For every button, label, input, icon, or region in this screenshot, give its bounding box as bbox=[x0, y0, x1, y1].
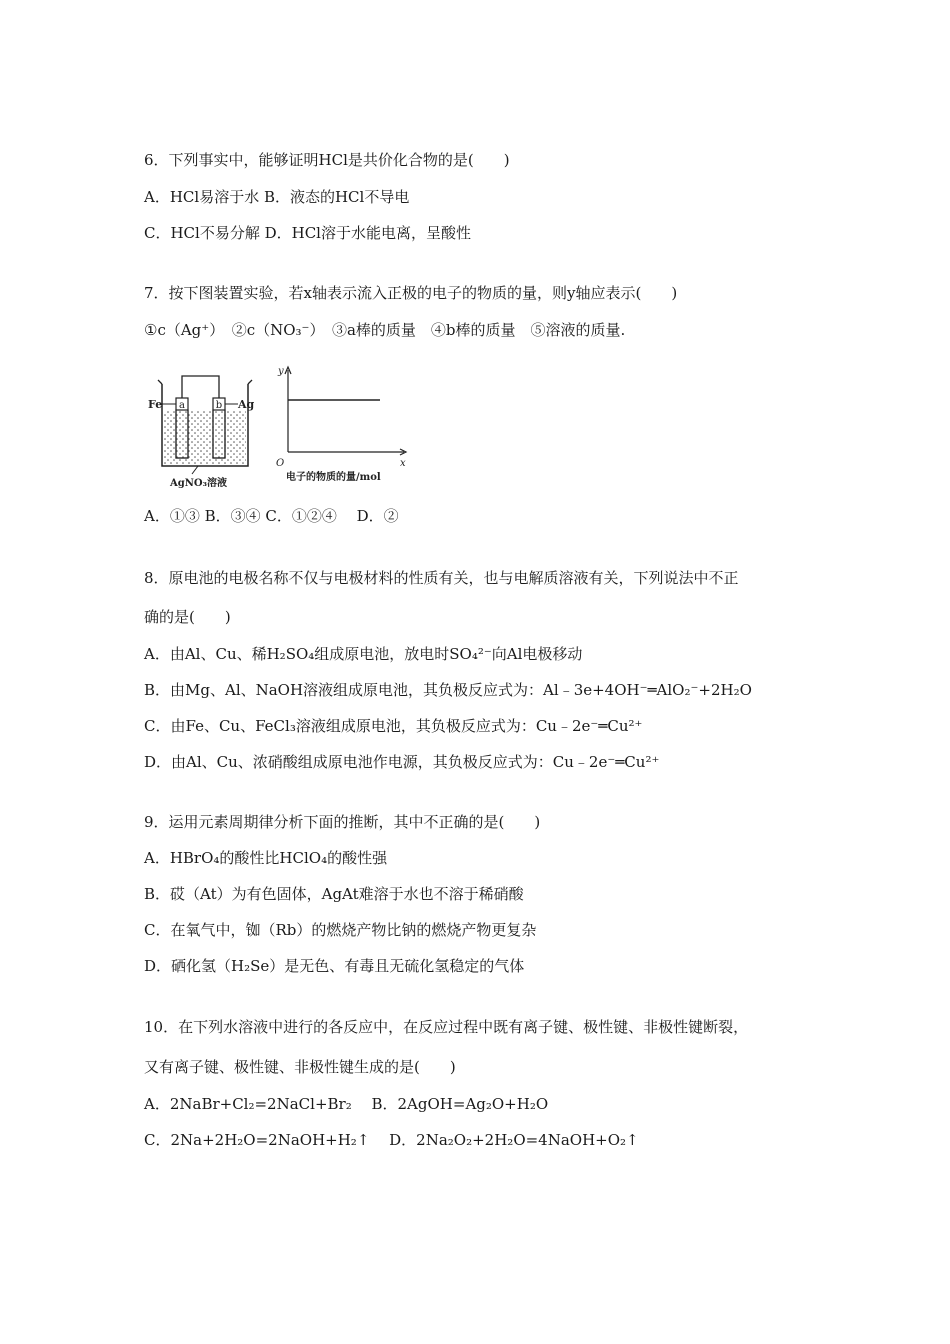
rod-a-label: a bbox=[179, 400, 185, 411]
q7-items: ①c（Ag⁺） ②c（NO₃⁻） ③a棒的质量 ④b棒的质量 ⑤溶液的质量. bbox=[144, 321, 626, 339]
rod-a bbox=[176, 398, 188, 458]
q9-option-a: A．HBrO₄的酸性比HClO₄的酸性强 bbox=[144, 849, 388, 867]
q8-option-c: C．由Fe、Cu、FeCl₃溶液组成原电池，其负极反应式为：Cu﹣2e⁻═Cu²⁺ bbox=[144, 717, 643, 735]
solution-label: AgNO₃溶液 bbox=[170, 478, 227, 489]
q7-options: A．①③ B．③④ C．①②④ D．② bbox=[144, 507, 399, 525]
q8-option-b: B．由Mg、Al、NaOH溶液组成原电池，其负极反应式为：Al﹣3e+4OH⁻═AlO₂⁻+2H₂O bbox=[144, 681, 752, 699]
q6-options-cd: C．HCl不易分解 D．HCl溶于水能电离，呈酸性 bbox=[144, 224, 471, 242]
q10-stem-1: 10．在下列水溶液中进行的各反应中，在反应过程中既有离子键、极性键、非极性键断裂， bbox=[144, 1018, 749, 1036]
q10-options-ab: A．2NaBr+Cl₂=2NaCl+Br₂ B．2AgOH=Ag₂O+H₂O bbox=[144, 1095, 549, 1113]
q9-option-b: B．砹（At）为有色固体，AgAt难溶于水也不溶于稀硝酸 bbox=[144, 885, 524, 903]
origin-label: O bbox=[276, 458, 285, 469]
y-axis-label: y bbox=[278, 366, 284, 377]
q10-options-cd: C．2Na+2H₂O=2NaOH+H₂↑ D．2Na₂O₂+2H₂O=4NaOH+O₂↑ bbox=[144, 1131, 639, 1149]
q8-stem-1: 8．原电池的电极名称不仅与电极材料的性质有关，也与电解质溶液有关，下列说法中不正 bbox=[144, 569, 739, 587]
beaker bbox=[158, 380, 252, 466]
q6-options-ab: A．HCl易溶于水 B．液态的HCl不导电 bbox=[144, 188, 410, 206]
q7-figure-svg bbox=[142, 362, 422, 492]
q10-stem-2: 又有离子键、极性键、非极性键生成的是( ) bbox=[144, 1058, 456, 1076]
q9-stem: 9．运用元素周期律分析下面的推断，其中不正确的是( ) bbox=[144, 813, 541, 831]
q8-option-a: A．由Al、Cu、稀H₂SO₄组成原电池，放电时SO₄²⁻向Al电极移动 bbox=[144, 645, 583, 663]
q7-stem: 7．按下图装置实验，若x轴表示流入正极的电子的物质的量，则y轴应表示( ) bbox=[144, 284, 678, 302]
rod-b-label: b bbox=[215, 400, 223, 411]
x-axis-symbol: x bbox=[400, 458, 406, 469]
graph bbox=[276, 366, 406, 483]
fe-label: Fe bbox=[148, 398, 163, 411]
ag-label: Ag bbox=[238, 398, 255, 411]
q9-option-c: C．在氧气中，铷（Rb）的燃烧产物比钠的燃烧产物更复杂 bbox=[144, 921, 537, 939]
wire bbox=[182, 376, 219, 398]
q8-option-d: D．由Al、Cu、浓硝酸组成原电池作电源，其负极反应式为：Cu﹣2e⁻═Cu²⁺ bbox=[144, 753, 660, 771]
q9-option-d: D．硒化氢（H₂Se）是无色、有毒且无硫化氢稳定的气体 bbox=[144, 957, 525, 975]
rod-b bbox=[213, 398, 225, 458]
q8-stem-2: 确的是( ) bbox=[144, 608, 231, 626]
x-axis-label: 电子的物质的量/mol bbox=[286, 472, 381, 483]
q6-stem: 6．下列事实中，能够证明HCl是共价化合物的是( ) bbox=[144, 151, 510, 169]
q7-figure bbox=[142, 362, 422, 492]
